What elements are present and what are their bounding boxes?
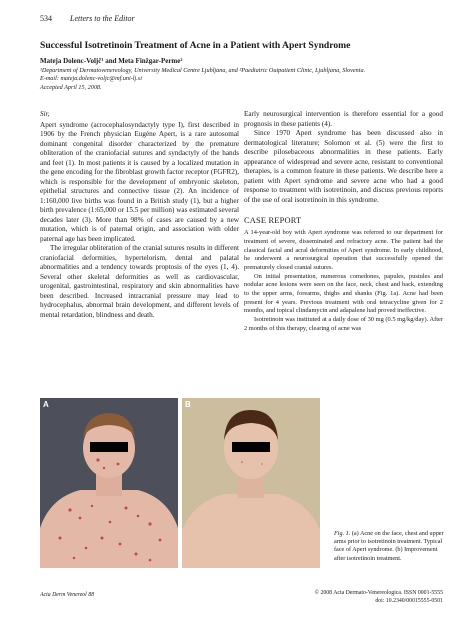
section-heading: CASE REPORT bbox=[244, 216, 302, 225]
copyright-footer bbox=[290, 590, 443, 605]
doi: doi: 10.2340/00015555-0501 bbox=[375, 597, 443, 604]
page-number: 534 bbox=[40, 14, 52, 23]
paragraph: Early neurosurgical intervention is therefore essential for a good prognosis in these patients (4). bbox=[244, 110, 443, 128]
journal-footer: Acta Derm Venereol 88 bbox=[40, 592, 95, 598]
email: E-mail: mateja.dolenc-voljc@mf.uni-lj.si bbox=[40, 75, 142, 83]
case-report-body bbox=[244, 229, 443, 333]
copyright: © 2008 Acta Dermato-Venereologica. ISSN 0001-5555 bbox=[314, 590, 443, 596]
left-column bbox=[40, 110, 239, 320]
figure-1 bbox=[40, 398, 320, 568]
paragraph: Since 1970 Apert syndrome has been discussed also in dermatological literature; Solomon et al. (5) were the first to describe pilosebaceous abnormalities in these patients. Early appearance of widespread and severe acne, resistant to conventional therapies, is a common feature in these patients. We describe here a patient with Apert syndrome and severe acne who had a good response to treatment with isotretinoin, and discuss previous reports of the use of oral isotretinoin in this syndrome. bbox=[244, 129, 443, 204]
patient-photo-before bbox=[40, 398, 178, 568]
panel-label-a: A bbox=[43, 400, 49, 409]
running-header bbox=[40, 14, 135, 23]
salutation: Sir, bbox=[40, 110, 50, 118]
article-title: Successful Isotretinoin Treatment of Acne in a Patient with Apert Syndrome bbox=[40, 40, 351, 51]
affiliation: ¹Department of Dermatovenereology, University Medical Centre Ljubljana, and ²Paediatric Outpatient Clinic, Ljubljana, Slovenia. bbox=[40, 67, 366, 74]
patient-photo-after bbox=[182, 398, 320, 568]
right-column bbox=[244, 110, 443, 334]
caption-label: Fig. 1. bbox=[334, 530, 351, 537]
paragraph: On initial presentation, numerous comedones, papules, pustules and nodular acne lesions were seen on the face, neck, chest and back, extending to the upper arms, forearms, thighs and shanks (Fig. 1a). Acne had been present for 4 years. Previous treatment with oral tetracycline given for 2 months, and topical clindamycin and adapalene had proved ineffective. bbox=[244, 272, 443, 315]
accepted-date: Accepted April 15, 2008. bbox=[40, 83, 102, 91]
paragraph: A 14-year-old boy with Apert syndrome was referred to our department for treatment of severe, disseminated and refractory acne. The patient had the classical facial and acral deformities of Apert syndrome. In early childhood, he underwent a neurosurgical operation that successfully opened the prematurely closed cranial sutures. bbox=[244, 229, 443, 271]
section-name: Letters to the Editor bbox=[70, 14, 135, 23]
figure-panel-b bbox=[182, 398, 320, 568]
paragraph: Isotretinoin was instituted at a daily dose of 30 mg (0.5 mg/kg/day). After 2 months of this therapy, clearing of acne was bbox=[244, 316, 443, 332]
affiliation-block bbox=[40, 67, 450, 92]
panel-label-b: B bbox=[185, 400, 191, 409]
paragraph: Apert syndrome (acrocephalosyndactyly type I), first described in 1906 by the French physician Eugène Apert, is a rare autosomal dominant congenital disorder characterized by the premature obliteration of the craniofacial sutures and syndactyly of the hands and feet (1). In most patients it is caused by a localized mutation in the gene encoding for the fibroblast growth factor receptor (FGFR2), which is responsible for the development of embryonic skeleton, epithelial structures and connective tissue (2). An incidence of 1:160,000 live births was found in a British study (1), but a higher birth prevalence (1:65,000 or 15.5 per million) was estimated several decades later (3). More than 98% of cases are caused by a new mutation, which is of paternal origin, and association with older paternal age has been implicated. bbox=[40, 120, 239, 243]
figure-panel-a bbox=[40, 398, 178, 568]
figure-caption bbox=[334, 530, 444, 563]
paragraph: The irregular obliteration of the cranial sutures results in different craniofacial deformities, hypertelorism, dental and palatal abnormalities and a tendency towards proptosis of the eyes (1, 4). Several other skeletal deformities as well as cardiovascular, urogenital, gastrointestinal, respiratory and skin abnormalities have been described. Increased intracranial pressure may lead to hydrocephalus, abnormal brain development, and different levels of mental retardation, blindness and death. bbox=[40, 244, 239, 319]
authors: Mateja Dolenc-Voljč¹ and Meta Finžgar-Perme² bbox=[40, 57, 183, 65]
caption-text: (a) Acne on the face, chest and upper arms prior to isotretinoin treatment. Typical face of Apert syndrome. (b) Improvement after isotretinoin treatment. bbox=[334, 530, 444, 562]
